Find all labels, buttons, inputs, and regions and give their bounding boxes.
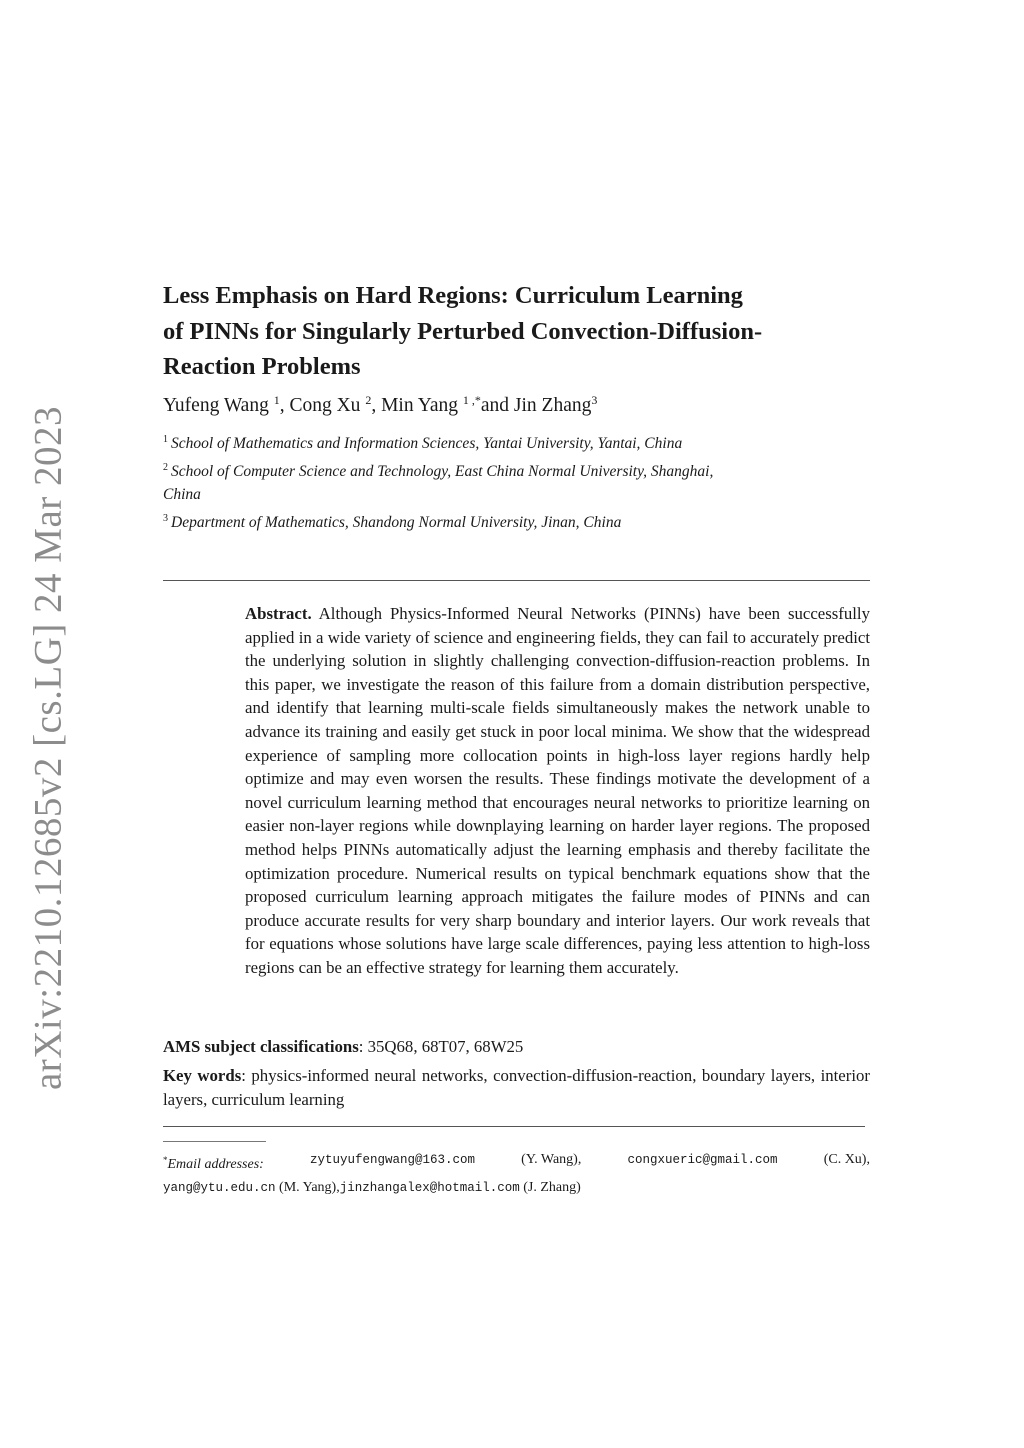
author-affiliation-mark: 2 (365, 393, 372, 407)
author-list: Yufeng Wang $^1$, Cong Xu $^2$, Min Yang $^{1 ,*}$and Jin Zhang$^3$ (163, 393, 598, 416)
author-name: and Jin Zhang (480, 395, 592, 416)
bottom-divider (163, 1126, 865, 1127)
ams-classifications: AMS subject classifications: 35Q68, 68T07, 68W25 (163, 1037, 524, 1056)
abstract-label: Abstract. (245, 604, 312, 623)
email-link[interactable]: zytuyufengwang@163.com (309, 1153, 475, 1167)
keywords: Key words: physics-informed neural networks, convection-diffusion-reaction, boundary layers, interior layers, curriculum learning (163, 1066, 870, 1109)
email-label: Email addresses: (167, 1157, 264, 1172)
author-affiliation-mark: 1 ,* (462, 393, 481, 407)
arxiv-sidebar (18, 405, 78, 1091)
author-name: Min Yang (381, 395, 459, 416)
paper-title: Less Emphasis on Hard Regions: Curriculum Learning of PINNs for Singularly Perturbed Convection-Diffusion-Reaction Problems (163, 282, 763, 380)
top-divider (163, 580, 870, 581)
author-affiliation-mark: 3 (591, 393, 598, 407)
author-name: Yufeng Wang (163, 395, 269, 416)
affiliation-item: $^1$ School of Mathematics and Information Sciences, Yantai University, Yantai, China (163, 434, 683, 452)
abstract (245, 602, 870, 980)
affiliations (163, 428, 743, 534)
author-name: Cong Xu (289, 395, 361, 416)
affiliation-item: $^2$ School of Computer Science and Technology, East China Normal University, Shanghai, China (163, 461, 714, 503)
affiliation-item: $^3$ Department of Mathematics, Shandong Normal University, Jinan, China (163, 512, 622, 531)
author-affiliation-mark: 1 (273, 393, 280, 407)
footnote: *Email addresses: zytuyufengwang@163.com (Y. Wang), congxueric@gmail.com (C. Xu), yang@ytu.edu.cn (M. Yang),jinzhangalex@hotmail.com (J. Zhang) (163, 1149, 870, 1199)
abstract-text: Although Physics-Informed Neural Networks (PINNs) have been successfully applied in a wide variety of science and engineering fields, they can fail to accurately predict the underlying solution in slightly challenging convection-diffusion-reaction problems. In this paper, we investigate the reason of this failure from a domain distribution perspective, and identify that learning multi-scale fields simultaneously makes the network unable to advance its training and easily get stuck in poor local minima. We show that the widespread experience of sampling more collocation points in high-loss layer regions hardly help optimize and may even worsen the results. These findings motivate the development of a novel curriculum learning method that encourages neural networks to prioritize learning on easier non-layer regions while downplaying learning on harder layer regions. The proposed method helps PINNs automatically adjust the learning emphasis and thereby facilitate the optimization procedure. Numerical results on typical benchmark equations show that the proposed curriculum learning approach mitigates the failure modes of PINNs and can produce accurate results for very sharp boundary and interior layers. Our work reveals that for equations whose solutions have large scale differences, paying less attention to high-loss regions can be an effective strategy for learning them accurately. (245, 604, 870, 977)
email-link[interactable]: yang@ytu.edu.cn (163, 1180, 276, 1195)
footnote-divider (163, 1141, 266, 1142)
email-link[interactable]: jinzhangalex@hotmail.com (339, 1180, 520, 1195)
arxiv-identifier: arXiv:2210.12685v2 [cs.LG] 24 Mar 2023 (26, 405, 70, 1091)
email-link[interactable]: congxueric@gmail.com (627, 1153, 778, 1167)
